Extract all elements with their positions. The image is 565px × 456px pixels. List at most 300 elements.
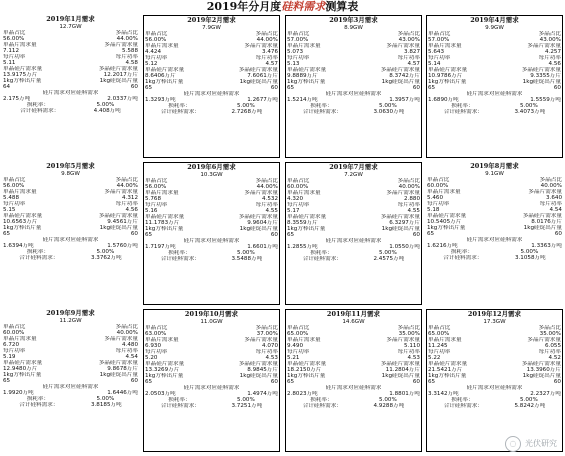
cell-right: 5.8242万吨 [514,403,546,409]
cell-left: 单晶硅片需求量 [3,360,43,366]
month-card-row [144,109,279,115]
month-card-row [144,256,279,262]
cell-right: 3.4073万吨 [514,109,546,115]
cell-left: 8.9GW [344,25,363,31]
cell-right: 1.6446万吨 [107,390,138,396]
cell-left: 单晶占比 [287,178,310,184]
cell-left: 1.6216万吨 [427,243,458,249]
cell-right: 4.53 [265,355,278,361]
cell-left: 合计硅料需求： [443,255,483,261]
cell-right: 1kg硅锭出片量 [523,225,562,231]
cell-right: 多晶占比 [255,325,278,331]
cell-left: 单晶占比 [287,325,310,331]
cell-left: 5.17 [287,208,300,214]
cell-left: 63.00% [145,331,167,337]
cell-right: 2.2327万吨 [530,391,561,397]
cell-right: 1.0550万吨 [389,244,420,250]
cell-left: 硅片需求对应硅料需求 [466,91,523,97]
cell-right: 每片功率 [397,202,420,208]
month-card [2,162,139,305]
cell-left: 6.720 [3,342,20,348]
cell-right: 多晶占比 [538,31,561,37]
cell-right: 1kg硅锭出片量 [99,225,138,231]
cell-left: 11.2GW [59,318,82,324]
cell-right: 多晶占比 [115,30,138,36]
cell-left: 7.9GW [202,25,221,31]
month-card-row [427,97,562,103]
cell-right: 4.532 [261,196,278,202]
cell-right: 9.8678万片 [107,366,138,372]
month-card-row [427,403,562,409]
cell-right: 1.6601万吨 [247,244,278,250]
cell-right: 4.58 [125,60,138,66]
month-card-row [144,391,279,397]
cell-left: 65 [287,232,295,238]
cell-right: 多晶硅片需求量 [238,361,278,367]
cell-right: 60 [270,85,278,91]
cell-left: 单晶占比 [428,325,451,331]
cell-right: 40.00% [398,184,420,190]
cell-right: 44.00% [256,37,278,43]
cell-right: 4.312 [121,195,138,201]
cell-left: 7.2GW [344,172,363,178]
cell-left: 硅片需求对应硅料需求 [466,385,523,391]
cell-left: 合计硅料需求： [160,109,200,115]
month-card-row [286,244,421,250]
month-card-row [427,109,562,115]
cell-right: 多晶片需求量 [104,336,138,342]
cell-left: 硅片需求对应硅料需求 [325,385,382,391]
cell-left: 11.245 [428,343,448,349]
cell-left: 1kg方棒出片量 [145,373,184,379]
cell-left: 11.0GW [200,319,223,325]
month-card [426,15,563,158]
cell-right: 1.5760万吨 [107,243,138,249]
cell-left: 1.6394万吨 [3,243,34,249]
cell-right: 5.110 [403,343,420,349]
cell-right: 3.827 [403,49,420,55]
cell-right: 5.588 [121,48,138,54]
cell-right: 12.2017万片 [103,72,138,78]
cell-right: 44.00% [116,183,138,189]
cell-right: 每片功率 [255,202,278,208]
month-card-header: 2019年4月需求 [470,16,519,24]
cell-right: 60 [130,84,138,90]
cell-left: 2.0503万吨 [145,391,176,397]
cell-right: 多晶片需求量 [244,190,278,196]
cell-right: 43.00% [398,37,420,43]
cell-right: 35.00% [398,331,420,337]
cell-left: 9.490 [287,343,304,349]
cell-right: 1kg硅锭出片量 [381,373,420,379]
cell-right: 1kg硅锭出片量 [239,373,278,379]
cell-left: 单晶片需求量 [145,337,179,343]
cell-right: 1kg硅锭出片量 [99,372,138,378]
cell-right: 5.00% [520,397,538,403]
cell-right: 60 [412,379,420,385]
cell-right: 3.8185万吨 [90,402,122,408]
cell-left: 13.3269万片 [145,367,180,373]
cell-right: 1kg硅锭出片量 [381,79,420,85]
month-card-header: 2019年2月需求 [187,16,236,24]
month-card [143,309,280,452]
cell-left: 硅片需求对应硅料需求 [42,384,99,390]
cell-left: 损耗率： [26,249,50,255]
cell-left: 18.2150万片 [287,367,322,373]
cell-right: 4.57 [407,61,420,67]
cell-left: 硅片需求对应硅料需求 [183,238,240,244]
wechat-logo-icon: ◌ [505,436,521,452]
cell-right: 4.52 [548,355,561,361]
cell-right: 13.3960万片 [526,367,561,373]
month-card-row [2,96,139,102]
cell-left: 单晶占比 [3,324,26,330]
cell-left: 5.18 [427,207,440,213]
cell-right: 多晶占比 [115,324,138,330]
cell-right: 3.476 [261,49,278,55]
cell-left: 14.6GW [342,319,365,325]
cell-left: 17.3GW [483,319,506,325]
month-card-row [144,244,279,250]
cell-right: 8.9845万片 [247,367,278,373]
cell-left: 每片功率 [3,54,26,60]
cell-left: 13.9175万片 [3,72,38,78]
month-card-header: 2019年12月需求 [467,310,522,318]
cell-right: 60 [554,231,562,237]
cell-left: 65 [427,231,435,237]
cell-right: 44.00% [256,184,278,190]
cell-left: 单晶硅片需求量 [287,214,327,220]
cell-left: 硅片需求对应硅料需求 [183,385,240,391]
month-card-row [426,255,563,261]
month-card-row [286,391,421,397]
cell-right: 8.3742万片 [389,73,420,79]
watermark-text: 光伏研究 [525,439,557,448]
cell-left: 损耗率： [168,397,191,403]
cell-right: 1.5559万吨 [530,97,561,103]
cell-left: 单晶硅片需求量 [428,67,468,73]
month-card-row [2,390,139,396]
cell-left: 每片功率 [287,349,310,355]
cell-left: 5.22 [428,355,441,361]
cell-left: 单晶片需求量 [3,189,37,195]
cell-left: 65.00% [428,331,450,337]
cell-left: 单晶片需求量 [287,337,321,343]
cell-left: 7.112 [3,48,20,54]
cell-left: 56.00% [145,184,167,190]
cell-left: 10.3GW [200,172,223,178]
cell-left: 2.8023万吨 [287,391,318,397]
cell-left: 损耗率： [310,250,333,256]
cell-left: 60.00% [427,183,449,189]
cell-right: 5.00% [379,103,397,109]
cell-right: 60 [270,232,278,238]
cell-right: 多晶占比 [255,178,278,184]
cell-right: 多晶硅片需求量 [380,67,420,73]
cell-right: 5.00% [379,250,397,256]
cell-right: 3.5488万吨 [231,256,263,262]
cell-left: 每片功率 [427,201,450,207]
cell-right: 9.4561万片 [107,219,138,225]
cell-right: 多晶片需求量 [527,43,561,49]
cell-right: 60 [412,85,420,91]
cell-right: 4.55 [407,208,420,214]
cell-left: 9.9GW [485,25,504,31]
cell-left: 11.1783万片 [145,220,180,226]
cell-left: 12.7GW [59,24,82,30]
cell-right: 4.070 [261,343,278,349]
cell-left: 1kg方棒出片量 [428,79,467,85]
cell-left: 单晶硅片需求量 [287,361,327,367]
cell-left: 单晶占比 [145,325,168,331]
cell-right: 1kg硅锭出片量 [522,373,561,379]
cell-left: 60.00% [3,330,25,336]
cell-left: 1kg方棒出片量 [3,225,42,231]
cell-right: 每片功率 [397,349,420,355]
cell-left: 每片功率 [3,201,26,207]
month-card-header: 2019年1月需求 [46,15,95,23]
month-card-header: 2019年6月需求 [187,163,236,171]
cell-right: 多晶片需求量 [244,43,278,49]
cell-right: 1kg硅锭出片量 [239,226,278,232]
cell-left: 合计硅料需求： [160,256,200,262]
cell-left: 损耗率： [310,103,333,109]
cell-left: 合计硅料需求： [160,403,200,409]
cell-right: 6.055 [544,343,561,349]
cell-right: 多晶片需求量 [104,189,138,195]
cell-left: 每片功率 [428,55,451,61]
cell-left: 每片功率 [145,349,168,355]
cell-left: 65 [3,378,11,384]
cell-right: 多晶硅片需求量 [98,360,138,366]
cell-right: 4.55 [265,208,278,214]
cell-left: 合计硅料需求： [302,403,342,409]
cell-right: 5.00% [520,103,538,109]
cell-right: 多晶占比 [397,325,420,331]
month-card-row [2,108,139,114]
cell-right: 5.00% [237,397,255,403]
cell-left: 5.21 [287,355,300,361]
cell-left: 56.00% [3,183,25,189]
cell-right: 多晶占比 [539,177,562,183]
cell-left: 1kg方棒出片量 [287,373,326,379]
cell-left: 硅片需求对应硅料需求 [42,90,99,96]
cell-right: 2.880 [403,196,420,202]
title-highlight: 硅料需求 [281,0,326,13]
cell-left: 8.3559万片 [287,220,318,226]
cell-right: 5.00% [237,250,255,256]
cell-right: 4.54 [125,354,138,360]
cell-right: 多晶片需求量 [386,337,420,343]
cell-left: 10.9786万片 [428,73,463,79]
cell-left: 损耗率： [451,397,474,403]
cell-left: 每片功率 [3,348,26,354]
cell-right: 11.2804万片 [385,367,420,373]
cell-right: 每片功率 [115,201,138,207]
cell-left: 合计硅料需求： [443,109,483,115]
cell-right: 4.408万吨 [93,108,121,114]
cell-right: 60 [130,378,138,384]
month-card [143,162,280,305]
cell-left: 损耗率： [26,102,50,108]
month-card [285,162,422,305]
cell-right: 5.00% [237,103,255,109]
month-card-row [2,402,139,408]
cell-right: 1.3363万吨 [531,243,562,249]
cell-right: 每片功率 [115,54,138,60]
cell-left: 合计硅料需求： [19,255,59,261]
cell-left: 1.5214万吨 [287,97,318,103]
cell-left: 1.9920万吨 [3,390,34,396]
cell-right: 每片功率 [115,348,138,354]
cell-left: 65 [287,379,295,385]
cell-right: 60 [270,379,278,385]
cell-left: 每片功率 [145,202,168,208]
month-card [285,309,422,452]
cell-right: 1.4974万吨 [247,391,278,397]
cell-left: 单晶硅片需求量 [145,67,185,73]
cell-right: 多晶片需求量 [386,190,420,196]
cell-left: 12.9480万片 [3,366,38,372]
cell-left: 65 [3,231,11,237]
cell-right: 7.6061万片 [247,73,278,79]
month-card-header: 2019年11月需求 [326,310,381,318]
month-card-row [426,243,563,249]
cell-left: 硅片需求对应硅料需求 [42,237,99,243]
cell-left: 硅片需求对应硅料需求 [183,91,240,97]
cell-left: 1kg方棒出片量 [145,79,184,85]
cell-right: 多晶占比 [538,325,561,331]
cell-left: 合计硅料需求： [20,108,60,114]
cell-left: 损耗率： [26,396,50,402]
cell-right: 3.7251万吨 [231,403,263,409]
month-card-row [2,243,139,249]
cell-right: 9.3355万片 [530,73,561,79]
cell-right: 5.00% [96,102,115,108]
cell-left: 9.1GW [485,171,504,177]
cell-right: 多晶硅片需求量 [238,214,278,220]
cell-left: 9.8GW [61,171,80,177]
cell-left: 21.5421万片 [428,367,463,373]
cell-right: 1kg硅锭出片量 [239,79,278,85]
cell-left: 5.14 [428,61,441,67]
cell-left: 60.00% [287,184,309,190]
cell-left: 单晶硅片需求量 [145,214,185,220]
cell-right: 3.640 [545,195,562,201]
cell-right: 43.00% [539,37,561,43]
cell-right: 2.0337万吨 [107,96,138,102]
cell-right: 多晶占比 [255,31,278,37]
month-card-row [286,97,421,103]
cell-left: 单晶片需求量 [145,43,179,49]
cell-left: 合计硅料需求： [19,402,59,408]
cell-right: 1kg硅锭出片量 [381,226,420,232]
cell-left: 2.175万吨 [3,96,31,102]
cell-right: 6.3297万片 [389,220,420,226]
cell-right: 每片功率 [539,201,562,207]
cell-right: 44.00% [116,36,138,42]
cell-left: 65 [428,85,436,91]
cell-right: 3.3762万吨 [90,255,122,261]
cell-left: 损耗率： [450,249,474,255]
month-card [2,15,139,158]
cell-left: 64 [3,84,11,90]
cell-right: 多晶硅片需求量 [380,214,420,220]
cell-left: 单晶硅片需求量 [428,361,468,367]
cell-right: 4.480 [121,342,138,348]
cell-left: 每片功率 [145,55,168,61]
cell-right: 9.9604万片 [247,220,278,226]
cell-right: 4.54 [549,207,562,213]
cell-left: 单晶硅片需求量 [427,213,467,219]
cell-right: 3.1058万吨 [514,255,546,261]
month-card-row [286,256,421,262]
title-prefix: 2019年分月度 [206,0,282,13]
cell-left: 单晶占比 [287,31,310,37]
cell-left: 6.930 [145,343,162,349]
cell-left: 1.6890万吨 [428,97,459,103]
cell-left: 65 [428,379,436,385]
cell-left: 8.6406万片 [145,73,176,79]
cell-left: 合计硅料需求： [443,403,483,409]
watermark [505,436,557,452]
cell-right: 多晶片需求量 [244,337,278,343]
cell-left: 1kg方棒出片量 [287,79,326,85]
cell-left: 56.00% [145,37,167,43]
cell-left: 65 [145,232,153,238]
cell-left: 损耗率： [168,250,191,256]
cell-left: 65 [145,85,153,91]
month-card-header: 2019年3月需求 [329,16,378,24]
cell-right: 4.9288万吨 [373,403,405,409]
cell-left: 5.643 [428,49,445,55]
cell-right: 多晶片需求量 [104,42,138,48]
cell-right: 2.4575万吨 [373,256,405,262]
cell-right: 60 [553,379,561,385]
cell-left: 1.2855万吨 [287,244,318,250]
cell-right: 40.00% [116,330,138,336]
cell-left: 单晶片需求量 [145,190,179,196]
cell-left: 损耗率： [310,397,333,403]
cell-left: 单晶占比 [145,178,168,184]
cell-right: 多晶硅片需求量 [98,213,138,219]
cell-left: 5.073 [287,49,304,55]
month-card-header: 2019年7月需求 [329,163,378,171]
cell-left: 单晶片需求量 [427,189,461,195]
cell-left: 单晶片需求量 [428,43,462,49]
cell-left: 5.768 [145,196,162,202]
cell-left: 5.19 [3,354,16,360]
cell-left: 单晶占比 [427,177,450,183]
cell-left: 单晶占比 [3,30,26,36]
cell-right: 多晶硅片需求量 [521,361,561,367]
cell-left: 56.00% [3,36,25,42]
cell-left: 硅片需求对应硅料需求 [466,237,523,243]
month-card [2,309,139,452]
month-card-header: 2019年8月需求 [470,162,519,170]
cell-right: 每片功率 [538,349,561,355]
month-card-row [2,255,139,261]
cell-left: 单晶片需求量 [428,337,462,343]
month-card [143,15,280,158]
cell-right: 5.00% [379,397,397,403]
cell-left: 5.460 [427,195,444,201]
cell-left: 每片功率 [428,349,451,355]
cell-left: 单晶片需求量 [287,190,321,196]
cell-left: 1kg方棒出片量 [428,373,467,379]
cell-left: 单晶硅片需求量 [3,66,43,72]
cell-right: 4.53 [407,355,420,361]
